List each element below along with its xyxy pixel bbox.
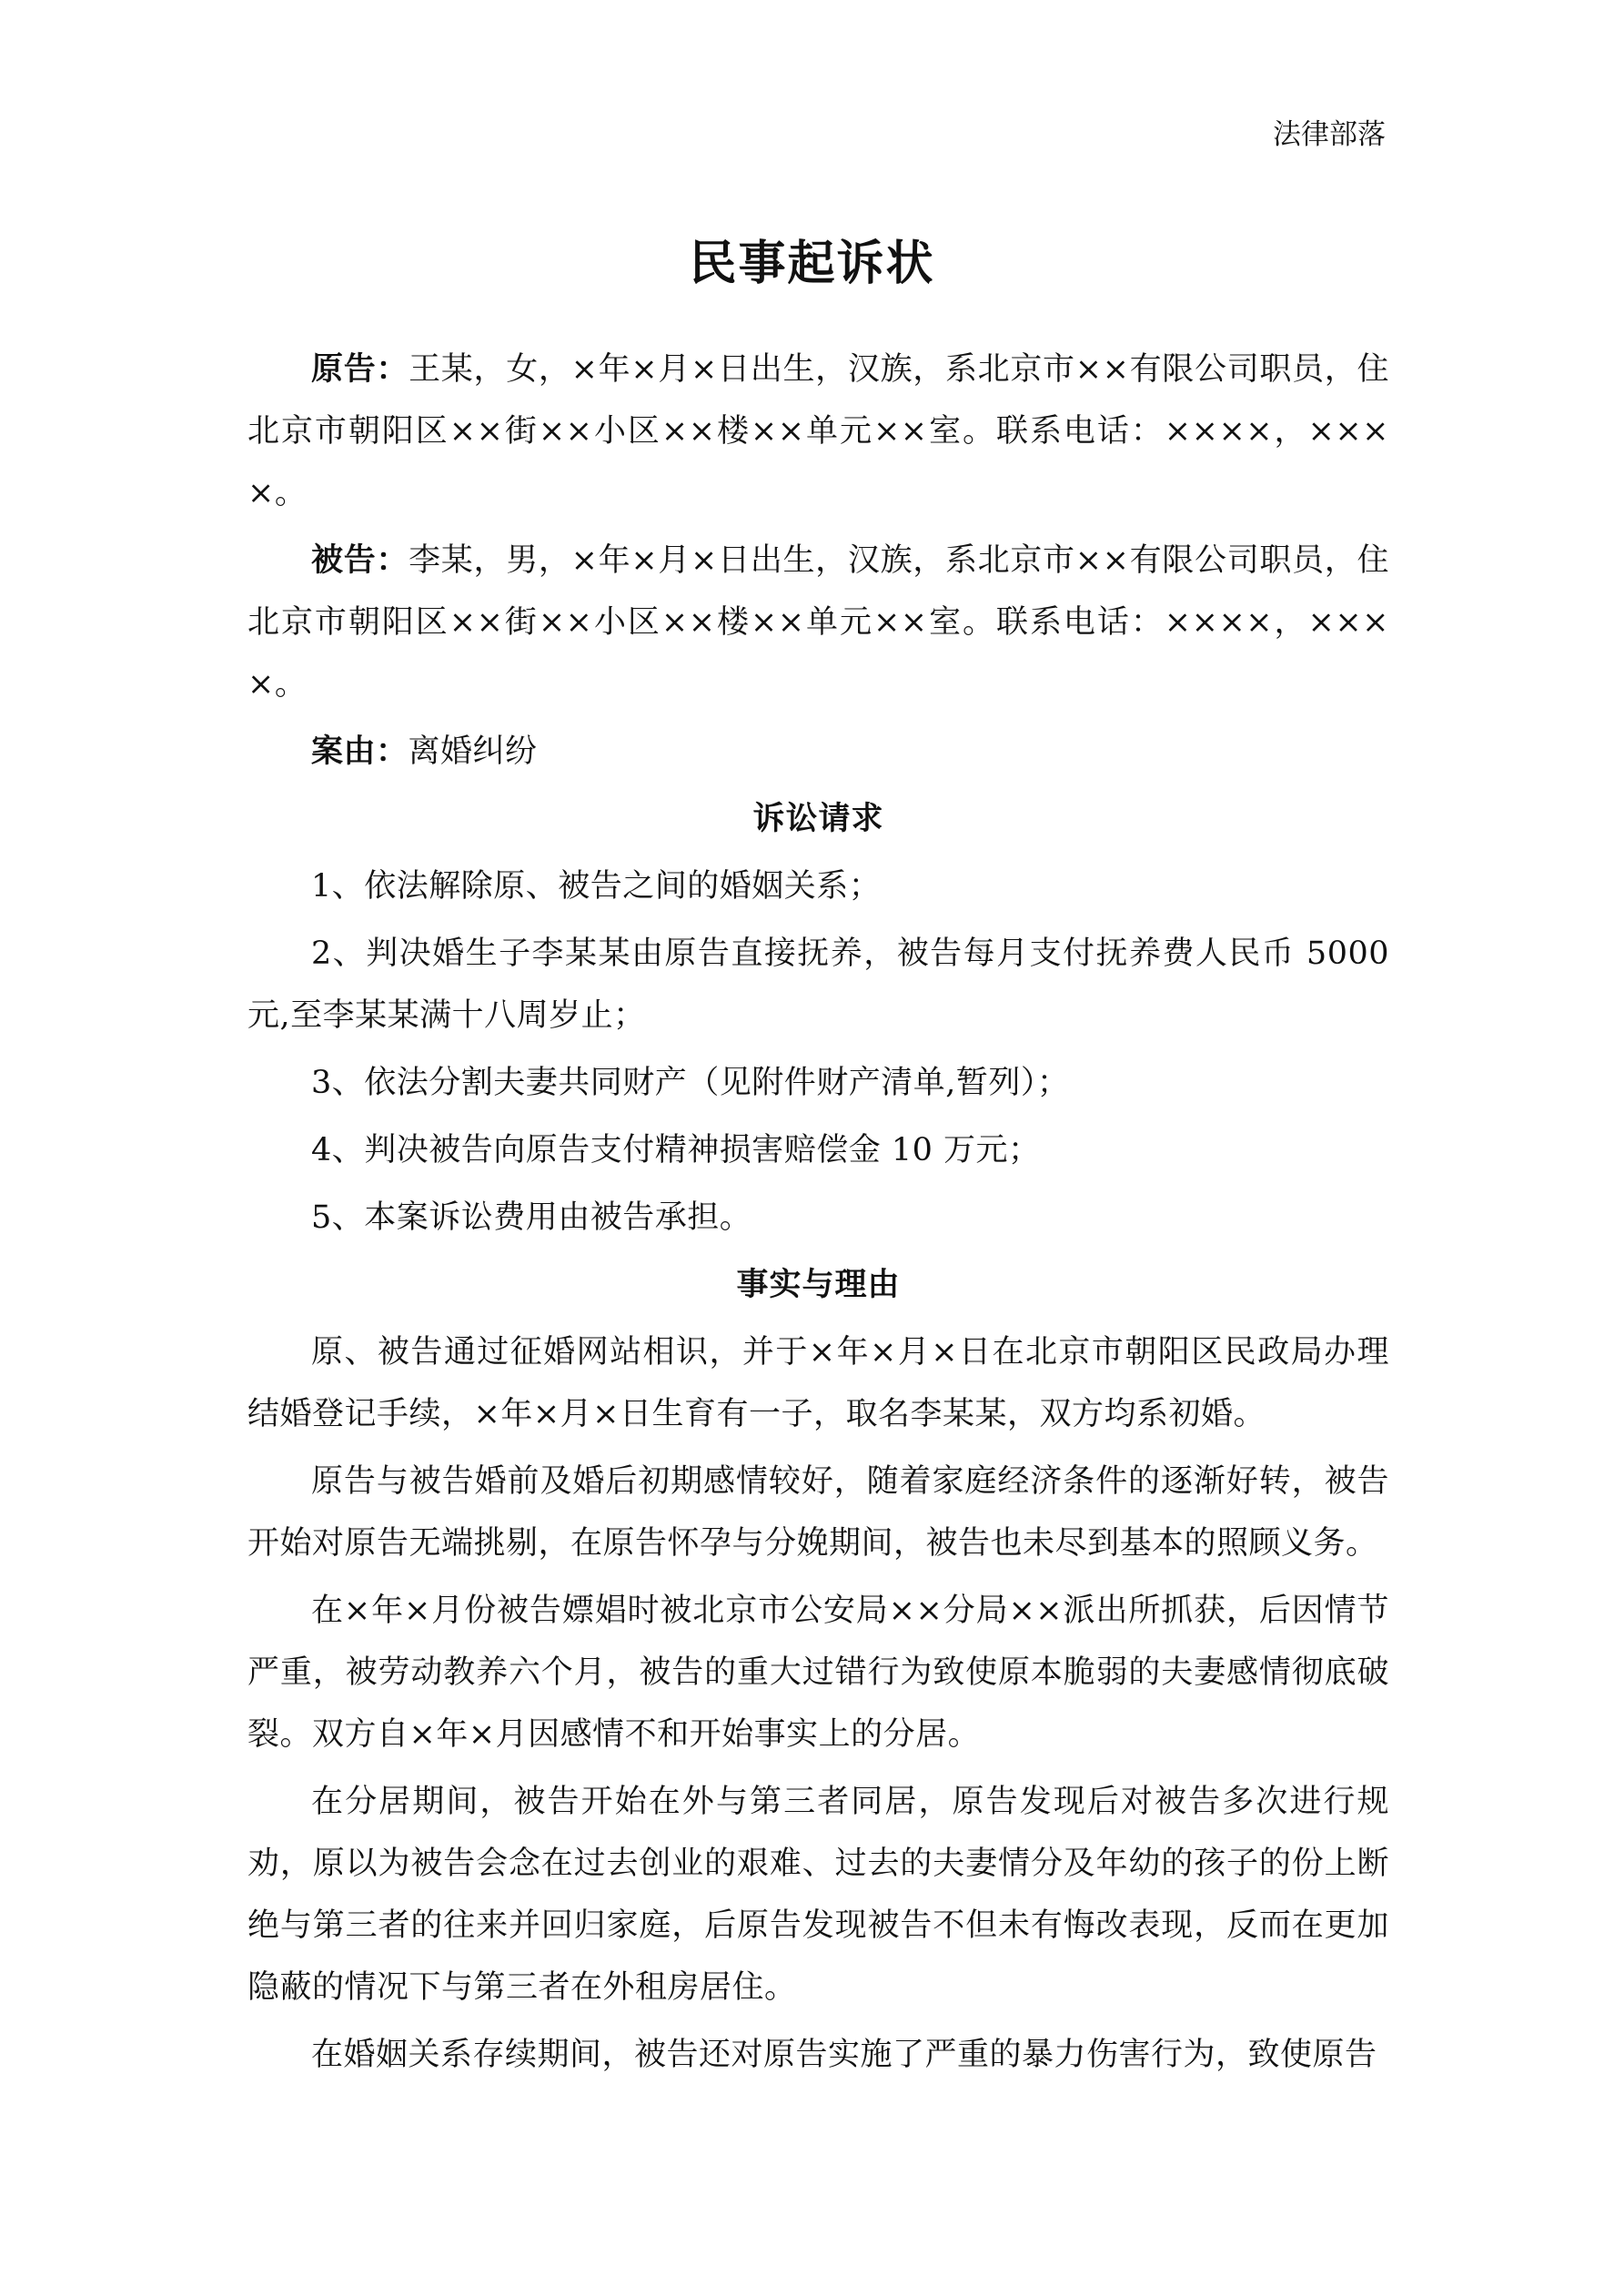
source-label: 法律部落 [1273, 118, 1386, 151]
facts-paragraph: 在分居期间，被告开始在外与第三者同居，原告发现后对被告多次进行规劝，原以为被告会念在过去创业的艰难、过去的夫妻情分及年幼的孩子的份上断绝与第三者的往来并回归家庭，后原告发现被告不但未有悔改表现，反而在更加隐蔽的情况下与第三者在外租房居住。 [247, 1784, 1389, 2006]
cause-paragraph [247, 721, 1389, 783]
claim-item: 1、依法解除原、被告之间的婚姻关系； [311, 868, 882, 905]
claim-item: 5、本案诉讼费用由被告承担。 [311, 1199, 752, 1236]
facts-paragraph: 在×年×月份被告嫖娼时被北京市公安局××分局××派出所抓获，后因情节严重，被劳动教养六个月，被告的重大过错行为致使原本脆弱的夫妻感情彻底破裂。双方自×年×月因感情不和开始事实上的分居。 [247, 1593, 1389, 1753]
plaintiff-paragraph [247, 339, 1389, 524]
plaintiff-label: 原告： [311, 350, 409, 388]
cause-text: 离婚纠纷 [408, 733, 538, 770]
document-body [247, 339, 1389, 2091]
claims-heading: 诉讼请求 [752, 800, 884, 837]
defendant-paragraph [247, 530, 1389, 715]
claim-item: 3、依法分割夫妻共同财产（见附件财产清单,暂列）； [311, 1065, 1070, 1101]
facts-paragraph: 原、被告通过征婚网站相识，并于×年×月×日在北京市朝阳区民政局办理结婚登记手续，×年×月×日生育有一子，取名李某某，双方均系初婚。 [247, 1334, 1389, 1432]
cause-label: 案由： [311, 733, 409, 770]
facts-heading: 事实与理由 [736, 1266, 901, 1303]
document-title: 民事起诉状 [689, 236, 935, 291]
plaintiff-text: 王某，女，×年×月×日出生，汉族，系北京市××有限公司职员，住北京市朝阳区××街××小区××楼××单元××室。联系电话：××××，××××。 [247, 351, 1389, 511]
facts-paragraph: 在婚姻关系存续期间，被告还对原告实施了严重的暴力伤害行为，致使原告 [311, 2037, 1377, 2073]
claim-item: 2、判决婚生子李某某由原告直接抚养，被告每月支付抚养费人民币 5000 元,至李某某满十八周岁止； [247, 936, 1389, 1034]
facts-paragraph: 原告与被告婚前及婚后初期感情较好，随着家庭经济条件的逐渐好转，被告开始对原告无端挑剔，在原告怀孕与分娩期间，被告也未尽到基本的照顾义务。 [247, 1463, 1389, 1562]
defendant-text: 李某，男，×年×月×日出生，汉族，系北京市××有限公司职员，住北京市朝阳区××街××小区××楼××单元××室。联系电话：××××，××××。 [247, 542, 1389, 703]
claim-item: 4、判决被告向原告支付精神损害赔偿金 10 万元； [311, 1132, 1041, 1168]
defendant-label: 被告： [311, 541, 409, 579]
